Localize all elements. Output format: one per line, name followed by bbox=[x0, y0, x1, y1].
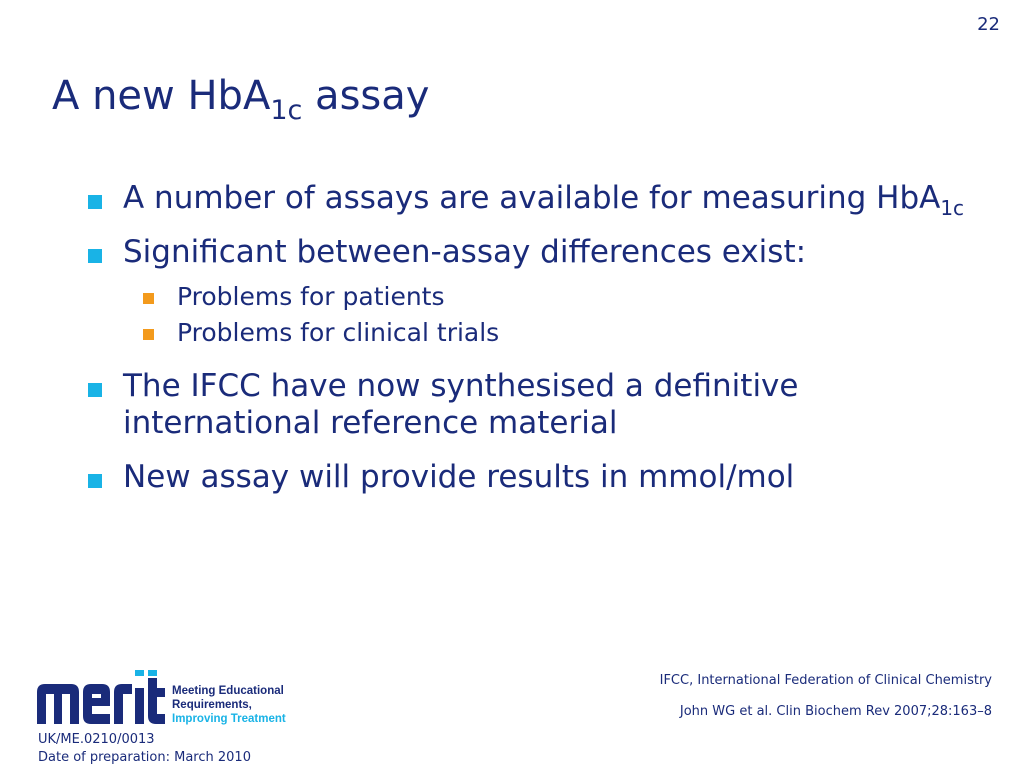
bullet-text: A number of assays are available for measuring HbA bbox=[123, 180, 941, 216]
title-rest: assay bbox=[302, 73, 430, 119]
bullet-subscript: 1c bbox=[940, 196, 965, 220]
bullet-square-icon bbox=[88, 383, 102, 397]
sub-bullet-text: Problems for patients bbox=[177, 282, 445, 311]
preparation-date: Date of preparation: March 2010 bbox=[38, 750, 251, 765]
document-code: UK/ME.0210/0013 bbox=[38, 732, 155, 747]
bullet-item bbox=[88, 368, 988, 442]
logo-tagline-line: Improving Treatment bbox=[172, 713, 286, 725]
bullet-text: New assay will provide results in mmol/mol bbox=[123, 459, 795, 495]
logo-tagline bbox=[172, 684, 292, 726]
bullet-item bbox=[88, 234, 988, 351]
sub-bullet-square-icon bbox=[143, 329, 154, 340]
footer-meta bbox=[38, 731, 251, 767]
slide-title bbox=[52, 73, 430, 126]
bullet-square-icon bbox=[88, 249, 102, 263]
bullet-square-icon bbox=[88, 195, 102, 209]
title-subscript: 1c bbox=[270, 95, 303, 126]
bullet-square-icon bbox=[88, 474, 102, 488]
bullet-text: The IFCC have now synthesised a definitive international reference material bbox=[123, 368, 799, 441]
bullet-text: Significant between-assay differences exist: bbox=[123, 234, 807, 270]
references bbox=[660, 673, 992, 719]
reference-line: John WG et al. Clin Biochem Rev 2007;28:163–8 bbox=[679, 704, 992, 719]
merit-wordmark-icon bbox=[34, 668, 174, 728]
bullet-item bbox=[88, 459, 988, 496]
bullet-list bbox=[88, 180, 988, 513]
slide-number: 22 bbox=[977, 14, 1000, 35]
sub-bullet-item bbox=[143, 279, 988, 315]
sub-bullet-list bbox=[143, 279, 988, 351]
logo-tagline-line: Meeting Educational bbox=[172, 685, 284, 697]
bullet-item bbox=[88, 180, 988, 220]
reference-line: IFCC, International Federation of Clinical Chemistry bbox=[659, 673, 992, 688]
title-main: A new HbA bbox=[52, 73, 271, 119]
sub-bullet-text: Problems for clinical trials bbox=[177, 318, 500, 347]
logo-tagline-line: Requirements, bbox=[172, 699, 252, 711]
sub-bullet-square-icon bbox=[143, 293, 154, 304]
sub-bullet-item bbox=[143, 315, 988, 351]
merit-logo bbox=[34, 668, 286, 732]
